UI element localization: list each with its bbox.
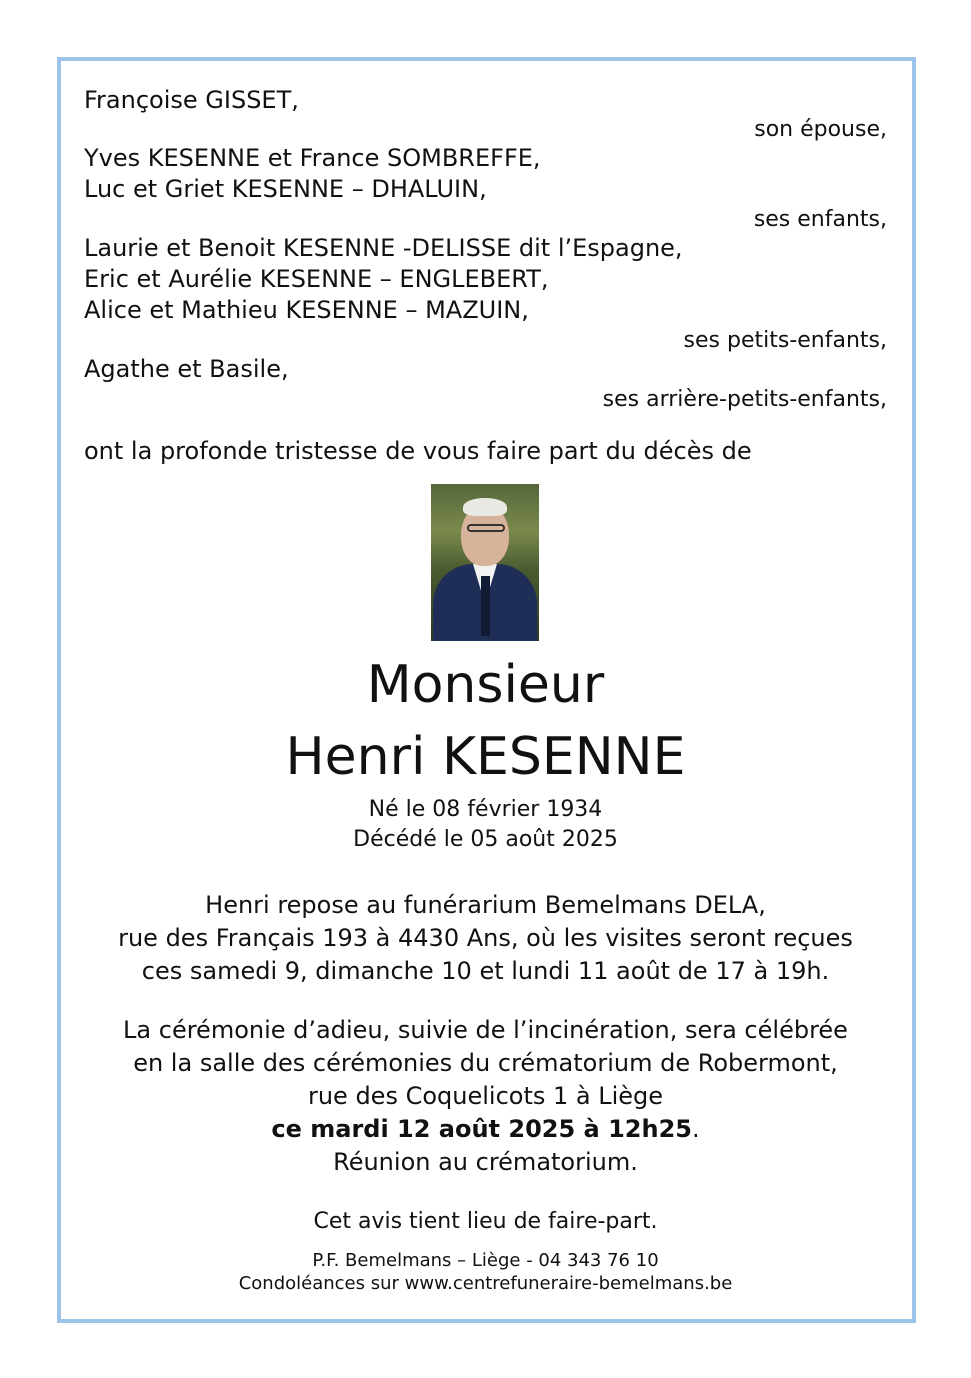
- ceremony-date: [60, 1113, 911, 1146]
- repose-line-3: ces samedi 9, dimanche 10 et lundi 11 août de 17 à 19h.: [141, 957, 830, 985]
- footer-line-1: P.F. Bemelmans – Liège - 04 343 76 10: [312, 1250, 659, 1271]
- grandchild-2: Eric et Aurélie KESENNE – ENGLEBERT,: [84, 265, 549, 293]
- child-1: Yves KESENNE et France SOMBREFFE,: [84, 144, 541, 172]
- announcement: ont la profonde tristesse de vous faire part du décès de: [84, 437, 752, 465]
- ceremony-line-3: rue des Coquelicots 1 à Liège: [307, 1082, 664, 1110]
- grandchild-3: Alice et Mathieu KESENNE – MAZUIN,: [84, 296, 529, 324]
- grandchild-1: Laurie et Benoit KESENNE -DELISSE dit l’Espagne,: [84, 234, 683, 262]
- child-2: Luc et Griet KESENNE – DHALUIN,: [84, 175, 487, 203]
- birth-date: Né le 08 février 1934: [368, 797, 603, 822]
- grandchildren-role: ses petits-enfants,: [683, 328, 887, 353]
- wife-role: son épouse,: [754, 117, 887, 142]
- great-grandchildren-role: ses arrière-petits-enfants,: [602, 387, 887, 412]
- death-date: Décédé le 05 août 2025: [353, 827, 618, 852]
- footer-line-2: Condoléances sur www.centrefuneraire-bemelmans.be: [238, 1273, 733, 1294]
- deceased-title: Monsieur: [366, 655, 605, 715]
- ceremony-line-5: Réunion au crématorium.: [333, 1148, 638, 1176]
- notice: Cet avis tient lieu de faire-part.: [313, 1209, 658, 1234]
- wife-name: Françoise GISSET,: [84, 86, 299, 114]
- ceremony-line-1: La cérémonie d’adieu, suivie de l’incinération, sera célébrée: [123, 1016, 848, 1044]
- repose-line-2: rue des Français 193 à 4430 Ans, où les visites seront reçues: [118, 924, 853, 952]
- ceremony-date-bold: ce mardi 12 août 2025 à 12h25: [271, 1115, 692, 1143]
- great-grandchildren: Agathe et Basile,: [84, 355, 289, 383]
- portrait-photo: [431, 484, 539, 641]
- children-role: ses enfants,: [753, 207, 887, 232]
- deceased-name: Henri KESENNE: [285, 727, 686, 787]
- ceremony-date-end: .: [691, 1115, 700, 1143]
- repose-line-1: Henri repose au funérarium Bemelmans DELA,: [205, 891, 766, 919]
- ceremony-line-2: en la salle des cérémonies du crématorium de Robermont,: [133, 1049, 838, 1077]
